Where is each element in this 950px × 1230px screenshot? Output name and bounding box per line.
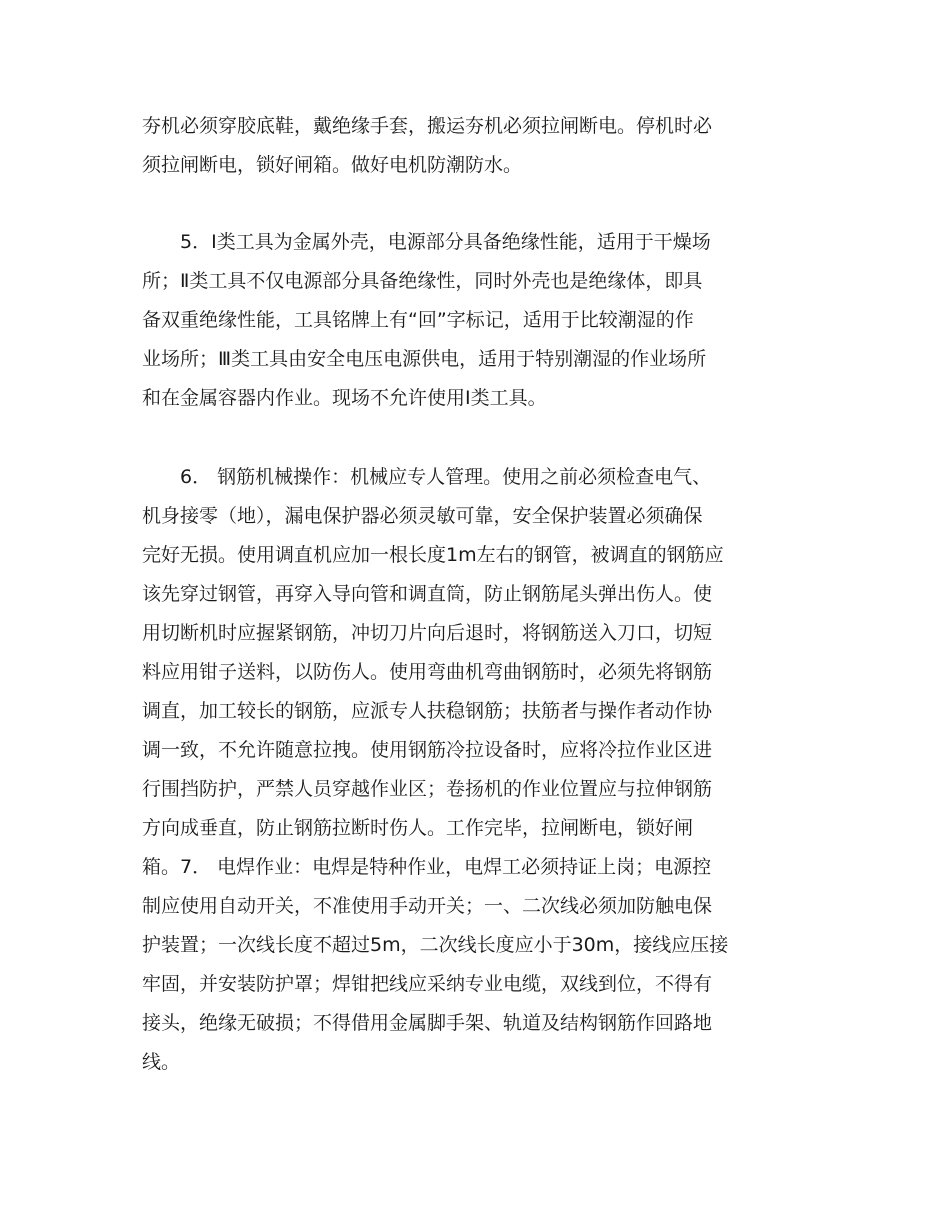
- text-line: 箱。: [142, 856, 181, 878]
- text-line: 须拉闸断电，锁好闸箱。做好电机防潮防水。: [142, 154, 523, 176]
- text-line: 接头，绝缘无破损；不得借用金属脚手架、轨道及结构钢筋作回路地: [142, 1012, 713, 1034]
- paragraph-item-5: [142, 223, 711, 418]
- paragraph-item-6: [142, 458, 724, 887]
- text-line: 该先穿过钢管，再穿入导向管和调直筒，防止钢筋尾头弹出伤人。使: [142, 583, 713, 605]
- text-line: 机身接零（地），漏电保护器必须灵敏可靠，安全保护装置必须确保: [142, 505, 703, 527]
- text-line: 行围挡防护，严禁人员穿越作业区；卷扬机的作业位置应与拉伸钢筋: [142, 778, 713, 800]
- text-line: 牢固，并安装防护罩；焊钳把线应采纳专业电缆，双线到位，不得有: [142, 973, 713, 995]
- text-line: 调直，加工较长的钢筋，应派专人扶稳钢筋；扶筋者与操作者动作协: [142, 700, 713, 722]
- text-line: 完好无损。使用调直机应加一根长度1m左右的钢管，被调直的钢筋应: [142, 544, 724, 566]
- text-line: 调一致，不允许随意拉拽。使用钢筋冷拉设备时，应将冷拉作业区进: [142, 739, 713, 761]
- text-line: 制应使用自动开关，不准使用手动开关；一、二次线必须加防触电保: [142, 895, 713, 917]
- text-line: 6． 钢筋机械操作：机械应专人管理。使用之前必须检查电气、: [180, 466, 712, 488]
- text-line: 7． 电焊作业：电焊是特种作业，电焊工必须持证上岗；电源控: [180, 856, 712, 878]
- paragraph-item-7: [142, 848, 728, 1082]
- text-line: 备双重绝缘性能，工具铭牌上有“回”字标记，适用于比较潮湿的作: [142, 309, 694, 331]
- text-line: 5．Ⅰ类工具为金属外壳，电源部分具备绝缘性能，适用于干燥场: [180, 231, 711, 253]
- text-line: 业场所；Ⅲ类工具由安全电压电源供电，适用于特别潮湿的作业场所: [142, 348, 707, 370]
- text-line: 护装置；一次线长度不超过5m，二次线长度应小于30m，接线应压接: [142, 934, 729, 956]
- text-line: 料应用钳子送料，以防伤人。使用弯曲机弯曲钢筋时，必须先将钢筋: [142, 661, 713, 683]
- text-line: 用切断机时应握紧钢筋，冲切刀片向后退时，将钢筋送入刀口，切短: [142, 622, 713, 644]
- text-line: 方向成垂直，防止钢筋拉断时伤人。工作完毕，拉闸断电，锁好闸: [142, 817, 694, 839]
- text-line: 线。: [142, 1051, 181, 1073]
- paragraph-continuation: [142, 107, 712, 185]
- text-line: 和在金属容器内作业。现场不允许使用Ⅰ类工具。: [142, 387, 547, 409]
- text-line: 所；Ⅱ类工具不仅电源部分具备绝缘性，同时外壳也是绝缘体，即具: [142, 270, 703, 292]
- text-line: 夯机必须穿胶底鞋，戴绝缘手套，搬运夯机必须拉闸断电。停机时必: [142, 115, 713, 137]
